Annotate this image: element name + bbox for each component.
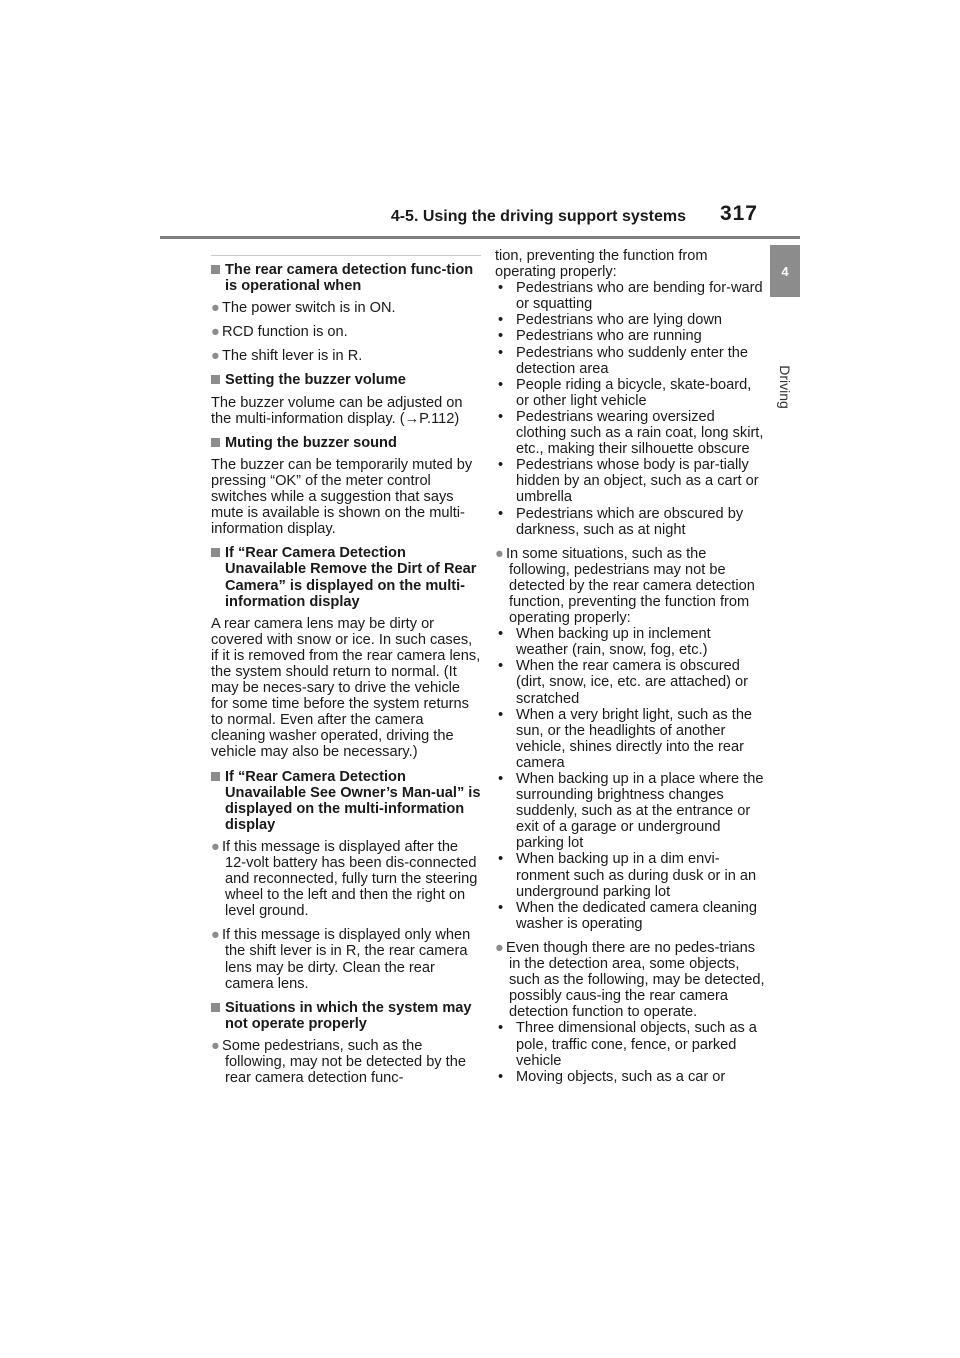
square-bullet-icon (211, 548, 220, 557)
list-item: • When a very bright light, such as the sun, or the headlights of another vehicle, shines directly into the rear camera (495, 707, 765, 771)
bullet-item: ● Even though there are no pedes-trians in the detection area, some objects, such as the following, may be detected, possibly caus-ing the rear camera detection function to operate. (495, 939, 765, 1021)
body-text: The buzzer can be temporarily muted by pressing “OK” of the meter control switches while a suggestion that says mute is available is shown on the multi-information display. (211, 456, 473, 538)
section-title: 4-5. Using the driving support systems (390, 208, 686, 225)
list-item: • When backing up in a place where the surrounding brightness changes suddenly, such as at the entrance or exit of a garage or underground parking lot (495, 771, 765, 851)
list-item: • When the rear camera is obscured (dirt, snow, ice, etc. are attached) or scratched (495, 658, 765, 706)
bullet-item: ● The shift lever is in R. (211, 348, 363, 365)
page-number: 317 (719, 202, 758, 225)
square-bullet-icon (211, 375, 220, 384)
list-item: • Pedestrians who are lying down (495, 312, 765, 328)
chapter-tab[interactable] (770, 245, 800, 297)
bullet-item: ● Some pedestrians, such as the following, may not be detected by the rear camera detection func- (211, 1037, 466, 1087)
left-column (211, 255, 481, 1094)
circle-bullet-icon: ● (211, 838, 220, 855)
object-list (495, 1020, 765, 1084)
circle-bullet-icon: ● (495, 545, 504, 562)
chapter-label: Driving (777, 365, 793, 409)
body-text: tion, preventing the function from operating properly: (495, 248, 708, 281)
bullet-item: ● If this message is displayed only when the shift lever is in R, the rear camera lens may be dirty. Clean the rear camera lens. (211, 927, 471, 992)
section-heading: Setting the buzzer volume (211, 372, 481, 388)
chapter-label-box (768, 352, 802, 422)
list-item: • Pedestrians wearing oversized clothing such as a rain coat, long skirt, etc., making their silhouette obscure (495, 409, 765, 457)
list-item: • Pedestrians who are running (495, 328, 765, 344)
square-bullet-icon (211, 772, 220, 781)
list-item: • Pedestrians whose body is par-tially hidden by an object, such as a cart or umbrella (495, 457, 765, 505)
right-column (495, 248, 765, 1085)
list-item: • When backing up in inclement weather (rain, snow, fog, etc.) (495, 626, 765, 658)
list-item: • People riding a bicycle, skate-board, or other light vehicle (495, 377, 765, 409)
page-header (160, 200, 800, 239)
list-item: • Three dimensional objects, such as a pole, traffic cone, fence, or parked vehicle (495, 1020, 765, 1068)
section-heading: Situations in which the system may not operate properly (211, 1000, 481, 1032)
section-heading: If “Rear Camera Detection Unavailable See Owner’s Man-ual” is displayed on the multi-information display (211, 769, 481, 833)
list-item: • When backing up in a dim envi-ronment such as during dusk or in an underground parking lot (495, 851, 765, 899)
list-item: • Moving objects, such as a car or (495, 1069, 765, 1085)
bullet-item: ● In some situations, such as the following, pedestrians may not be detected by the rear camera detection function, preventing the function from operating properly: (495, 545, 755, 627)
circle-bullet-icon: ● (211, 300, 220, 317)
circle-bullet-icon: ● (211, 324, 220, 341)
section-heading: Muting the buzzer sound (211, 435, 481, 451)
situation-list (495, 626, 765, 932)
square-bullet-icon (211, 438, 220, 447)
pedestrian-list (495, 280, 765, 538)
section-heading: The rear camera detection func-tion is operational when (211, 262, 481, 294)
list-item: • Pedestrians which are obscured by darkness, such as at night (495, 506, 765, 538)
circle-bullet-icon: ● (495, 939, 504, 956)
square-bullet-icon (211, 265, 220, 274)
chapter-number: 4 (781, 263, 789, 279)
list-item: • When the dedicated camera cleaning washer is operating (495, 900, 765, 932)
list-item: • Pedestrians who suddenly enter the detection area (495, 345, 765, 377)
circle-bullet-icon: ● (211, 927, 220, 944)
bullet-item: ● RCD function is on. (211, 324, 348, 341)
square-bullet-icon (211, 1003, 220, 1012)
list-item: • Pedestrians who are bending for-ward or squatting (495, 280, 765, 312)
circle-bullet-icon: ● (211, 348, 220, 365)
body-text: The buzzer volume can be adjusted on the multi-information display. (→P.112) (211, 394, 463, 427)
bullet-item: ● The power switch is in ON. (211, 300, 396, 317)
section-heading: If “Rear Camera Detection Unavailable Remove the Dirt of Rear Camera” is displayed on the multi-information display (211, 545, 481, 609)
body-text: A rear camera lens may be dirty or covered with snow or ice. In such cases, if it is removed from the rear camera lens, the system should return to normal. (It may be neces-sary to drive the vehicle for some time before the system returns to normal. Even after the camera cleaning washer operated, driving the vehicle may also be necessary.) (211, 615, 481, 761)
bullet-item: ● If this message is displayed after the 12-volt battery has been dis-connected and reconnected, fully turn the steering wheel to the left and then the right on level ground. (211, 838, 478, 920)
circle-bullet-icon: ● (211, 1037, 220, 1054)
